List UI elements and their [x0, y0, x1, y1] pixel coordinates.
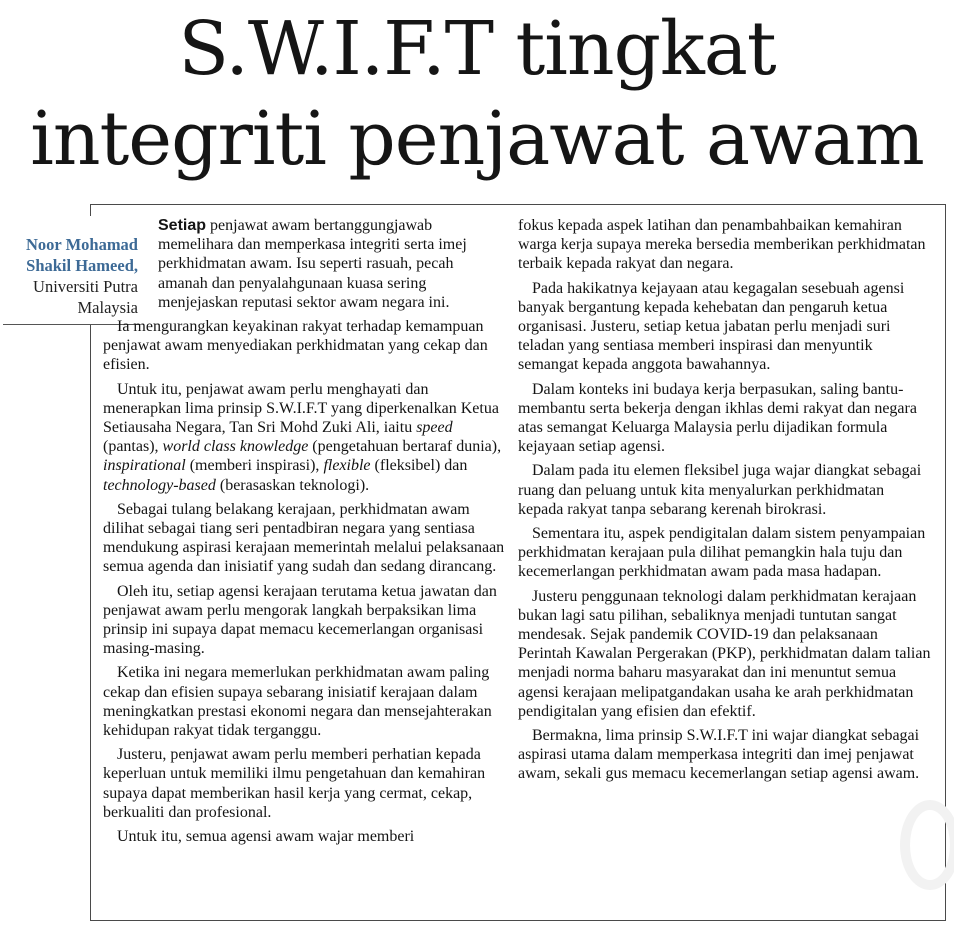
article-column-1	[103, 216, 505, 851]
headline-line-1: S.W.I.F.T tingkat	[178, 6, 776, 92]
paragraph-text: (fleksibel) dan	[370, 457, 468, 475]
decorative-circle	[900, 800, 954, 890]
paragraph: Dalam pada itu elemen fleksibel juga wajar diangkat sebagai ruang dan peluang untuk kita menyalurkan perkhidmatan kepada rakyat tanpa sebarang kerenah birokrasi.	[518, 462, 922, 518]
author-name-line-2: Shakil Hameed,	[26, 256, 138, 275]
term-world-class-knowledge: world class knowledge	[162, 438, 309, 456]
paragraph: Sementara itu, aspek pendigitalan dalam sistem penyampaian perkhidmatan kerajaan pula dilihat pemangkin hala tuju dan kecemerlangan perkhidmatan awam pada masa hadapan.	[518, 525, 926, 581]
paragraph: Untuk itu, semua agensi awam wajar memberi	[117, 828, 415, 846]
term-speed: speed	[416, 419, 453, 437]
author-name-line-1: Noor Mohamad	[26, 235, 138, 254]
affiliation-line-2: Malaysia	[77, 298, 138, 317]
paragraph-text: penjawat awam bertanggungjawab memelihara dan memperkasa integriti serta imej perkhidmatan awam. Isu seperti rasuah, pecah amanah dan penyalahgunaan kuasa sering menjejaskan reputasi sektor awam negara ini.	[158, 217, 467, 311]
paragraph	[103, 216, 505, 312]
paragraph: Justeru penggunaan teknologi dalam perkhidmatan kerajaan bukan lagi satu pilihan, sebaliknya menjadi tuntutan sangat mendesak. Sejak pandemik COVID-19 dan pelaksanaan Perintah Kawalan Pergerakan (PKP), perkhidmatan dalam talian menjadi norma baharu masyarakat dan ini menuntut semua agensi kerajaan melipatgandakan usaha ke arah perkhidmatan pendigitalan yang efisien dan efektif.	[518, 587, 931, 720]
paragraph: Oleh itu, setiap agensi kerajaan terutama ketua jawatan dan penjawat awam perlu mengorak langkah berpaksikan lima prinsip ini supaya dapat memacu kecemerlangan organisasi masing-masing.	[103, 582, 497, 658]
paragraph: Ia mengurangkan keyakinan rakyat terhadap kemampuan penjawat awam menyediakan perkhidmatan yang cekap dan efisien.	[103, 318, 488, 374]
paragraph: Sebagai tulang belakang kerajaan, perkhidmatan awam dilihat sebagai tiang seri pentadbiran negara yang sentiasa mendukung aspirasi kerajaan memerintah melalui pelaksanaan semua agenda dan inisiatif yang sudah dan sedang dirancang.	[103, 500, 505, 576]
paragraph-text: (pengetahuan bertaraf dunia),	[308, 438, 502, 456]
paragraph: fokus kepada aspek latihan dan penambahbaikan kemahiran warga kerja supaya mereka bersedia memberikan perkhidmatan terbaik kepada rakyat dan negara.	[518, 217, 926, 273]
term-technology-based: technology-based	[103, 476, 216, 494]
paragraph: Pada hakikatnya kejayaan atau kegagalan sesebuah agensi banyak bergantung kepada kehebatan dan pengaruh ketua organisasi. Justeru, setiap ketua jabatan perlu menjadi suri teladan yang sentiasa memberi inspirasi dan menyuntik semangat kepada anggota bawahannya.	[518, 279, 905, 374]
paragraph: Ketika ini negara memerlukan perkhidmatan awam paling cekap dan efisien supaya sebarang inisiatif kerajaan dalam meningkatkan prestasi ekonomi negara dan mensejahterakan kehidupan rakyat tidak terganggu.	[103, 664, 492, 740]
term-flexible: flexible	[323, 457, 371, 475]
term-inspirational: inspirational	[103, 457, 186, 475]
paragraph-text: (pantas),	[103, 438, 163, 456]
paragraph	[103, 380, 505, 495]
lead-word: Setiap	[158, 217, 207, 234]
paragraph: Bermakna, lima prinsip S.W.I.F.T ini wajar diangkat sebagai aspirasi utama dalam memperkasa integriti dan imej penjawat awam, sekali gus memacu kecemerlangan setiap agensi awam.	[518, 727, 920, 783]
paragraph: Justeru, penjawat awam perlu memberi perhatian kepada keperluan untuk memiliki ilmu pengetahuan dan kemahiran supaya dapat memberikan hasil kerja yang cermat, cekap, berkualiti dan profesional.	[103, 746, 486, 821]
paragraph-text: (memberi inspirasi),	[185, 457, 324, 475]
article-column-2	[518, 216, 932, 789]
affiliation-line-1: Universiti Putra	[33, 277, 138, 296]
paragraph-text: (berasaskan teknologi).	[215, 476, 370, 494]
headline	[0, 4, 954, 184]
paragraph: Dalam konteks ini budaya kerja berpasukan, saling bantu-membantu serta bekerja dengan ikhlas demi rakyat dan negara atas semangat Keluarga Malaysia perlu dijadikan formula kejayaan setiap agensi.	[518, 380, 917, 456]
paragraph-text: Untuk itu, penjawat awam perlu menghayati dan menerapkan lima prinsip S.W.I.F.T yang diperkenalkan Ketua Setiausaha Negara, Tan Sri Mohd Zuki Ali, iaitu	[103, 380, 499, 437]
headline-line-2: integriti penjawat awam	[30, 96, 924, 182]
